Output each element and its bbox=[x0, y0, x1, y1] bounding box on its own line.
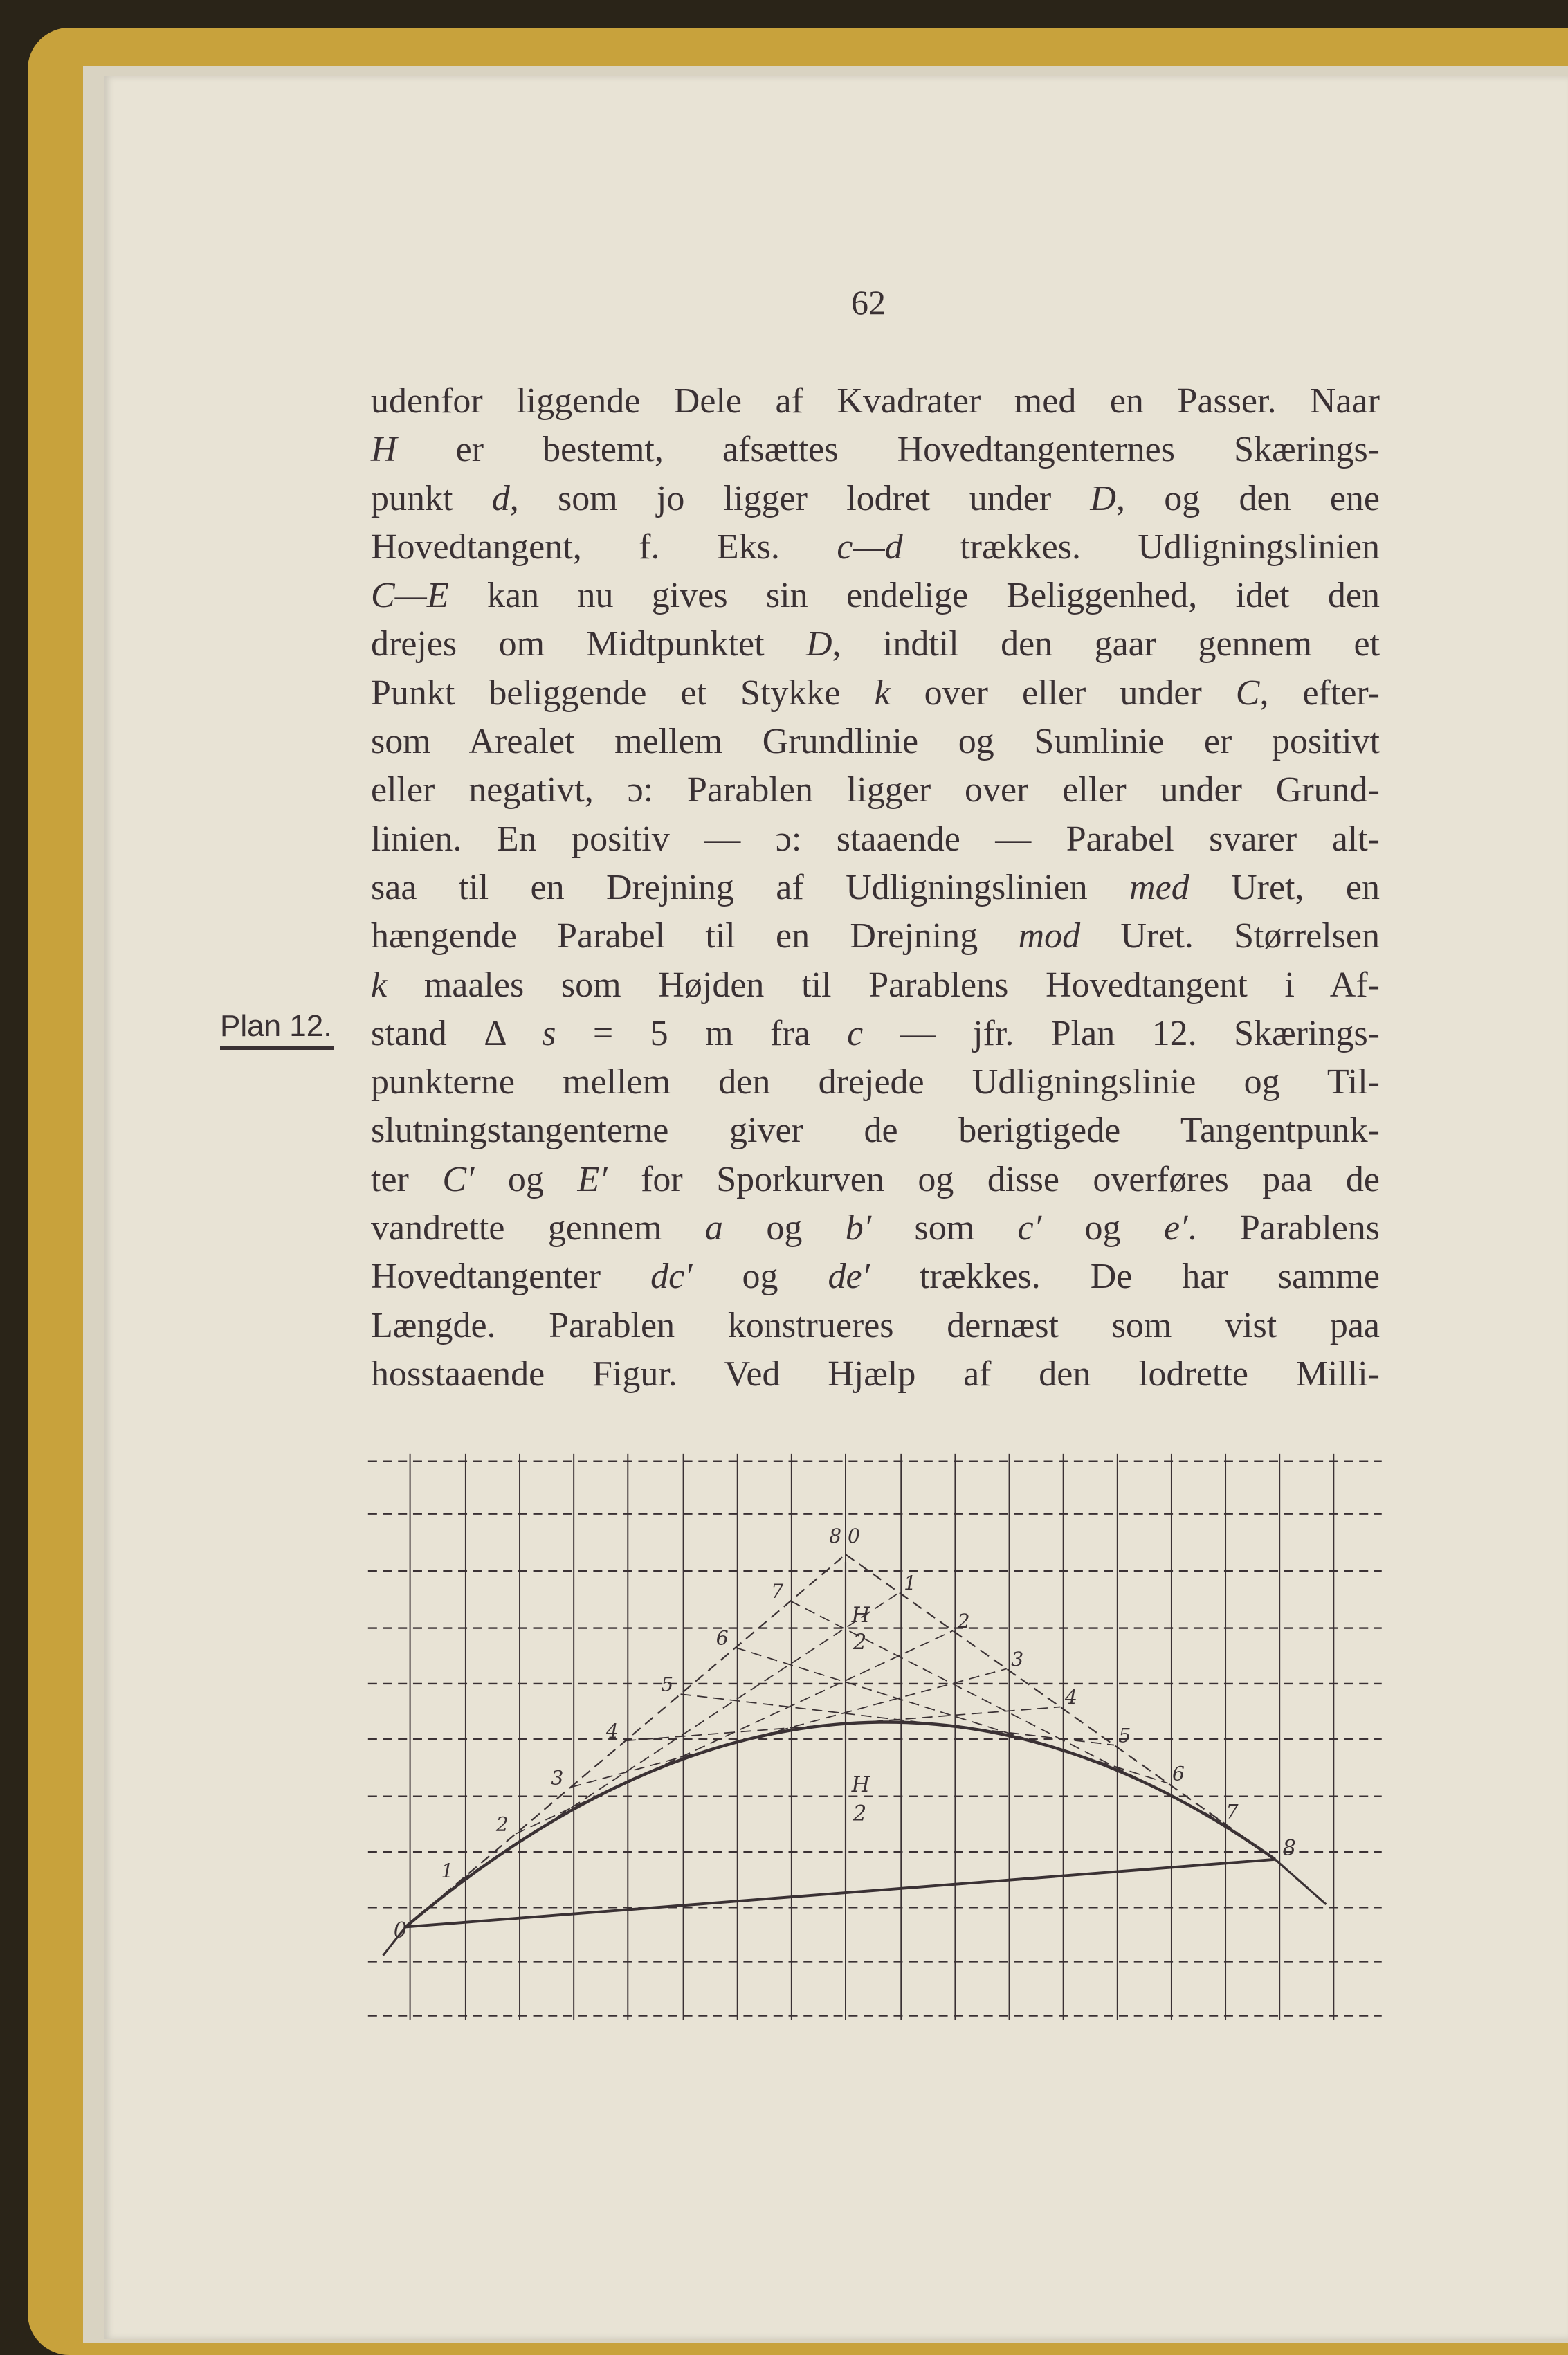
text-run: , indtil den gaar gennem et bbox=[832, 624, 1380, 664]
text-run: udenfor liggende Dele af Kvadrater med en Passer. Naar bbox=[371, 381, 1380, 421]
text-run: kan nu gives sin endelige Beliggenhed, idet den bbox=[448, 576, 1380, 616]
figure-label: H bbox=[851, 1773, 870, 1798]
text-run: trækkes. De har samme bbox=[869, 1257, 1380, 1297]
italic-term: e′ bbox=[1163, 1208, 1188, 1248]
italic-term: s bbox=[542, 1013, 556, 1053]
text-run: Længde. Parablen konstrueres dernæst som vist paa bbox=[371, 1305, 1380, 1345]
text-run: eller negativt, ɔ: Parablen ligger over eller under Grund- bbox=[371, 770, 1380, 810]
italic-term: E′ bbox=[577, 1159, 608, 1199]
figure-label: 8 0 bbox=[829, 1524, 860, 1547]
page-number: 62 bbox=[851, 283, 886, 322]
figure-label: 3 bbox=[1011, 1648, 1024, 1671]
construction-line bbox=[571, 1668, 1007, 1787]
text-run: og bbox=[474, 1159, 578, 1199]
text-run: trækkes. Udligningslinien bbox=[902, 527, 1380, 567]
italic-term: C′ bbox=[442, 1159, 475, 1199]
text-run: og bbox=[1041, 1208, 1164, 1248]
text-run: slutningstangenterne giver de berigtigede Tangentpunk- bbox=[371, 1111, 1380, 1151]
figure-label: 6 bbox=[1172, 1762, 1185, 1785]
text-run: drejes om Midtpunktet bbox=[371, 624, 806, 664]
figure-label: 1 bbox=[441, 1859, 454, 1882]
text-run: som Arealet mellem Grundlinie og Sumlinie er positivt bbox=[371, 722, 1380, 762]
text-run: = 5 m fra bbox=[556, 1013, 848, 1053]
text-run: hosstaaende Figur. Ved Hjælp af den lodrette Milli- bbox=[371, 1354, 1380, 1394]
construction-line bbox=[736, 1648, 1167, 1783]
text-run: . Parablens bbox=[1187, 1208, 1380, 1248]
italic-term: k bbox=[874, 673, 891, 713]
text-run: saa til en Drejning af Udligningslinien bbox=[371, 867, 1130, 907]
figure-label: 7 bbox=[1225, 1800, 1239, 1824]
figure-label: 6 bbox=[715, 1626, 729, 1650]
italic-term: med bbox=[1129, 867, 1189, 907]
italic-term: mod bbox=[1018, 916, 1081, 956]
margin-note: Plan 12. bbox=[220, 1009, 332, 1043]
text-run: er bestemt, afsættes Hovedtangenternes Skærings- bbox=[396, 430, 1380, 470]
text-run: og bbox=[722, 1208, 846, 1248]
text-run: punkterne mellem den drejede Udligningslinie og Til- bbox=[371, 1062, 1380, 1102]
italic-term: c bbox=[847, 1013, 864, 1053]
text-run: ter bbox=[371, 1159, 443, 1199]
figure-label: 0 bbox=[393, 1918, 408, 1943]
text-run: , og den ene bbox=[1115, 478, 1380, 518]
text-run: , efter- bbox=[1259, 673, 1380, 713]
text-run: , som jo ligger lodret under bbox=[509, 478, 1091, 518]
figure-label: 1 bbox=[904, 1571, 917, 1594]
tangent-extension bbox=[1275, 1860, 1327, 1904]
text-run: — jfr. Plan 12. Skærings- bbox=[863, 1013, 1380, 1053]
italic-term: k bbox=[371, 965, 388, 1005]
figure-label: 8 bbox=[1282, 1836, 1296, 1861]
italic-term: d bbox=[491, 478, 510, 518]
figure-label: 5 bbox=[1118, 1724, 1131, 1747]
italic-term: a bbox=[704, 1208, 723, 1248]
italic-term: C bbox=[1235, 673, 1260, 713]
figure-label: 2 bbox=[495, 1812, 509, 1836]
figure-label: H bbox=[851, 1603, 870, 1628]
text-run: for Sporkurven og disse overføres paa de bbox=[607, 1159, 1380, 1199]
italic-term: H bbox=[371, 430, 397, 470]
text-run: maales som Højden til Parablens Hovedtangent i Af- bbox=[387, 965, 1380, 1005]
figure-label: 2 bbox=[957, 1610, 970, 1633]
text-run: over eller under bbox=[890, 673, 1236, 713]
figure-label: 7 bbox=[771, 1580, 784, 1603]
text-run: Uret, en bbox=[1189, 867, 1380, 907]
italic-term: b′ bbox=[845, 1208, 872, 1248]
italic-term: c—d bbox=[837, 527, 903, 567]
text-run: og bbox=[692, 1257, 828, 1297]
text-run: Punkt beliggende et Stykke bbox=[371, 673, 875, 713]
text-run: Hovedtangent, f. Eks. bbox=[371, 527, 837, 567]
italic-term: c′ bbox=[1017, 1208, 1042, 1248]
italic-term: dc′ bbox=[650, 1257, 693, 1297]
text-run: stand Δ bbox=[371, 1013, 543, 1053]
italic-term: D bbox=[805, 624, 832, 664]
text-run: linien. En positiv — ɔ: staaende — Parabel svarer alt- bbox=[371, 819, 1380, 859]
figure-label: 4 bbox=[605, 1720, 619, 1743]
italic-term: D bbox=[1090, 478, 1116, 518]
figure-label: 5 bbox=[661, 1673, 674, 1696]
text-run: hængende Parabel til en Drejning bbox=[371, 916, 1019, 956]
text-run: Uret. Størrelsen bbox=[1080, 916, 1380, 956]
chord-line bbox=[405, 1860, 1275, 1927]
figure-label: 4 bbox=[1064, 1686, 1077, 1709]
text-run: punkt bbox=[371, 478, 492, 518]
construction-line bbox=[681, 1694, 1114, 1745]
figure-label: 2 bbox=[853, 1801, 867, 1826]
text-run: vandrette gennem bbox=[371, 1208, 705, 1248]
figure-label: 3 bbox=[551, 1766, 564, 1790]
italic-term: de′ bbox=[828, 1257, 870, 1297]
italic-term: C—E bbox=[371, 576, 449, 616]
text-run: som bbox=[871, 1208, 1018, 1248]
text-run: Hovedtangenter bbox=[371, 1257, 651, 1297]
figure-label: 2 bbox=[853, 1630, 867, 1655]
